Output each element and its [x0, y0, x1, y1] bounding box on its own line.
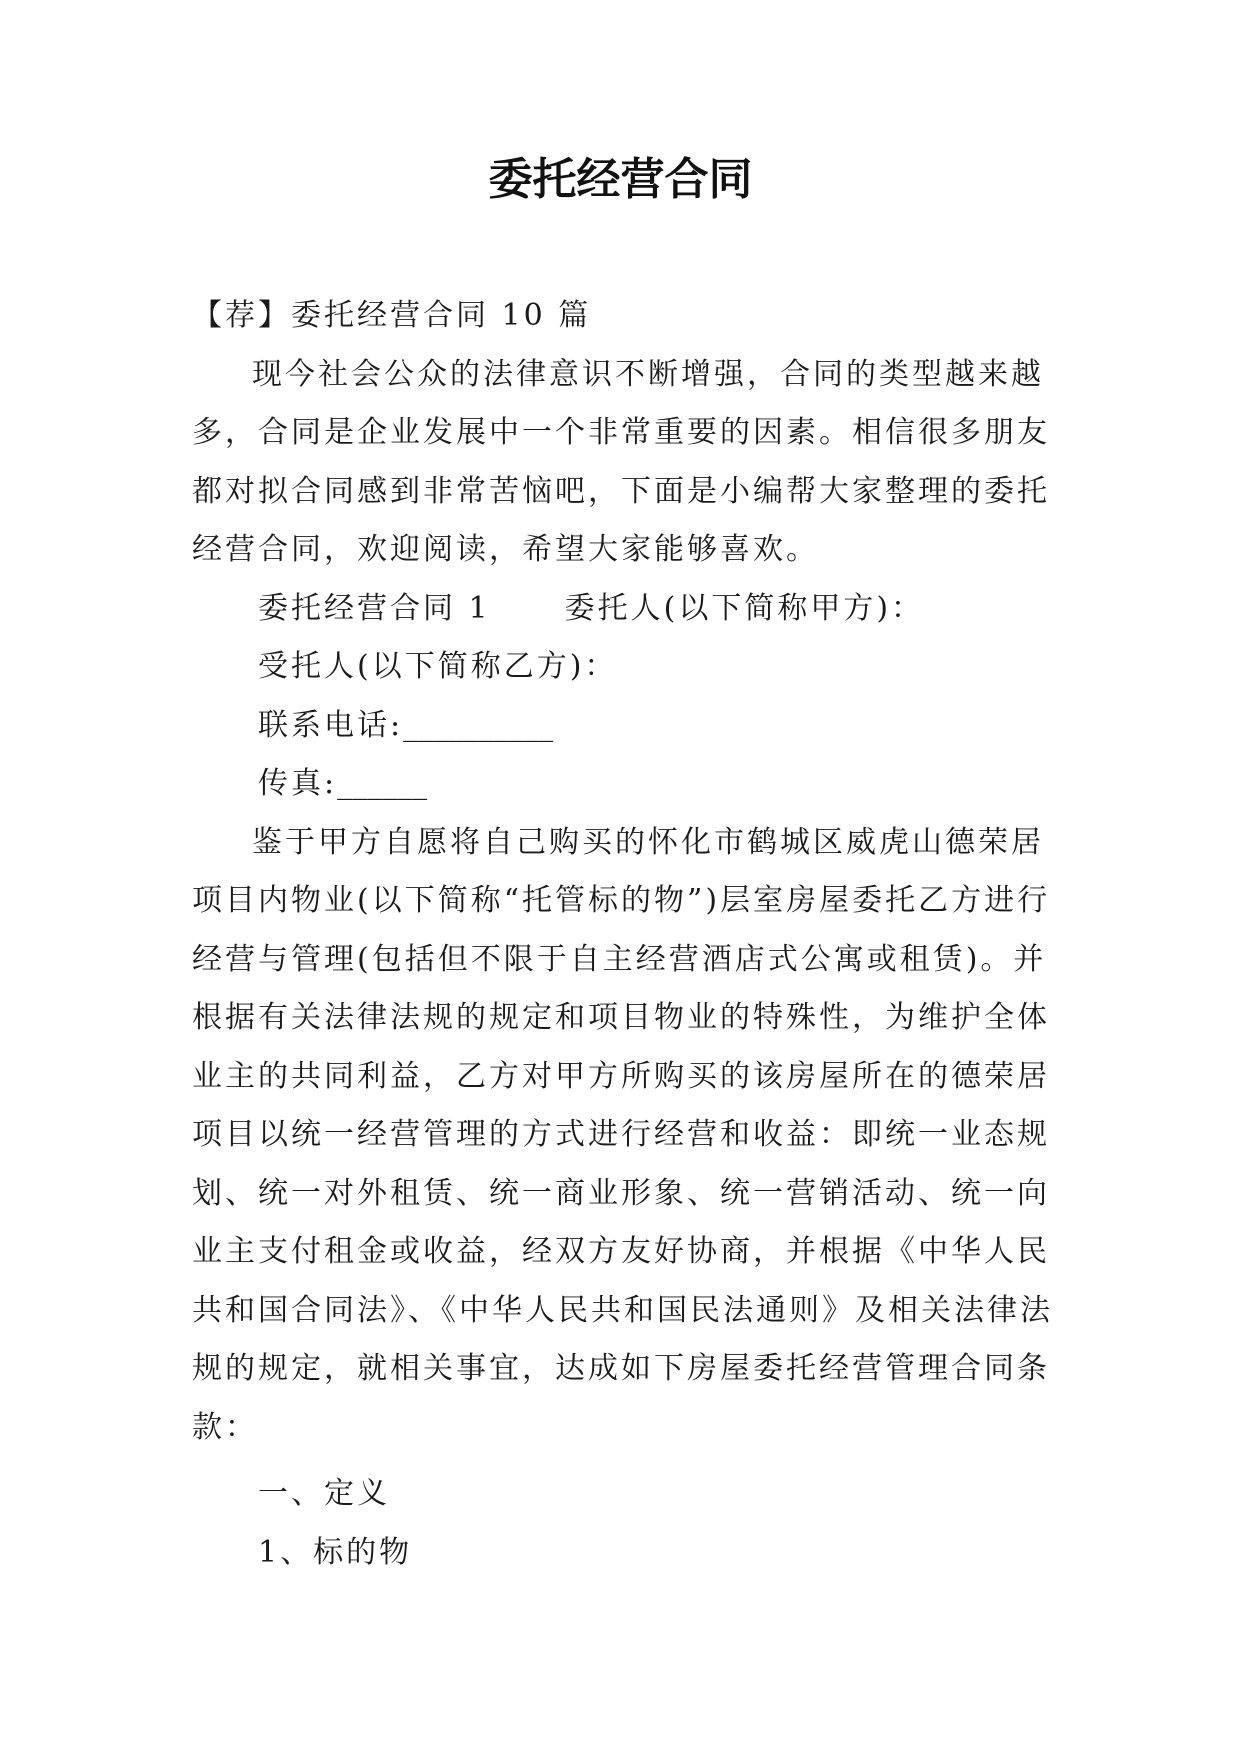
contract-heading-line [192, 580, 1054, 639]
fax-label: 传真: [258, 766, 338, 801]
subtitle: 【荐】委托经营合同 10 篇 [192, 298, 592, 333]
fax-line [192, 755, 1054, 814]
party-b-label: 受托人(以下简称乙方)： [258, 649, 618, 684]
document-title: 委托经营合同 [488, 154, 753, 205]
phone-blank: __________ [403, 707, 554, 743]
document-body [192, 287, 1054, 1582]
party-a-label: 委托人(以下简称甲方)： [564, 590, 925, 626]
body-paragraph: 鉴于甲方自愿将自己购买的怀化市鹤城区威虎山德荣居项目内物业(以下简称“托管标的物”)层室房屋委托乙方进行经营与管理(包括但不限于自主经营酒店式公寓或租赁)。并根据有关法律法规的规定和项目物业的特殊性，为维护全体业主的共同利益，乙方对甲方所购买的该房屋所在的德荣居项目以统一经营管理的方式进行经营和收益：即统一业态规划、统一对外租赁、统一商业形象、统一营销活动、统一向业主支付租金或收益，经双方友好协商，并根据《中华人民共和国合同法》、《中华人民共和国民法通则》及相关法律法规的规定，就相关事宜，达成如下房屋委托经营管理合同条款： [192, 824, 1053, 1445]
intro-paragraph: 现今社会公众的法律意识不断增强，合同的类型越来越多，合同是企业发展中一个非常重要的因素。相信很多朋友都对拟合同感到非常苦恼吧，下面是小编帮大家整理的委托经营合同，欢迎阅读，希望大家能够喜欢。 [192, 356, 1050, 567]
fax-blank: ______ [337, 766, 428, 801]
contract-heading: 委托经营合同 1 [258, 590, 491, 626]
phone-line [192, 697, 1054, 756]
phone-label: 联系电话: [258, 707, 404, 743]
section-heading: 一、定义 [258, 1476, 390, 1511]
section-item: 1、标的物 [258, 1534, 413, 1570]
